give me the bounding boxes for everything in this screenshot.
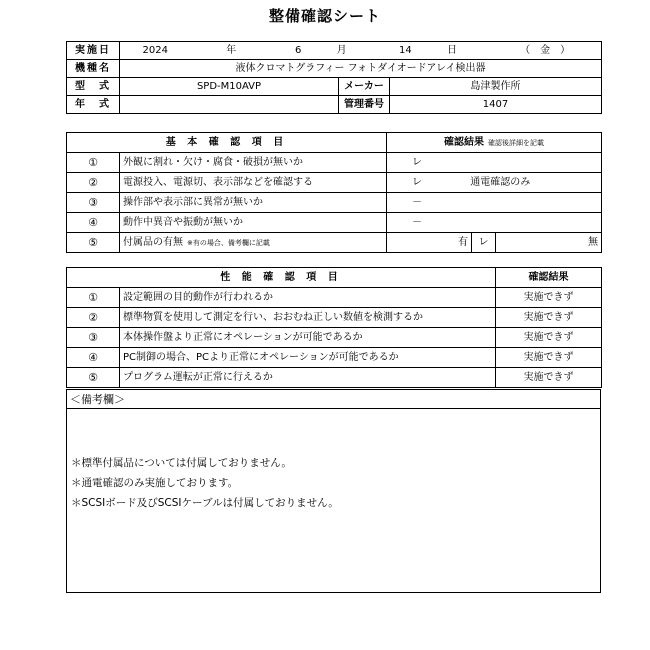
check-mark: － [412,216,423,228]
mgmt-value: 1407 [390,96,602,114]
year-model-row [67,96,602,114]
row-number: ② [67,173,120,193]
check-result [387,173,602,193]
basic-row-accessories [67,233,602,253]
year-model-value [120,96,339,114]
remarks-box [66,389,601,593]
basic-check-table [66,132,602,253]
performance-check-table [66,267,602,388]
remarks-title: ＜備考欄＞ [70,393,125,406]
type-label: 機種名 [67,60,120,78]
performance-header: 性 能 確 認 項 目 [67,268,496,288]
check-item-text [120,233,387,253]
check-item-text: 標準物質を使用して測定を行い、おおむね正しい数値を検測するか [120,308,496,328]
year-value: 2024 [142,44,168,56]
check-item-text: 設定範囲の目的動作が行われるか [120,288,496,308]
model-value: SPD-M10AVP [120,78,339,96]
check-item-text: 本体操作盤より正常にオペレーションが可能であるか [120,328,496,348]
basic-row [67,153,602,173]
model-label: 型 式 [67,78,120,96]
basic-row [67,213,602,233]
maker-value: 島津製作所 [390,78,602,96]
day-unit: 日 [446,44,457,56]
performance-result-header: 確認結果 [496,268,602,288]
row-number: ③ [67,328,120,348]
check-result: 実施できず [496,348,602,368]
check-item-text: 電源投入、電源切、表示部などを確認する [120,173,387,193]
check-mark: レ [412,176,423,188]
check-result [387,193,602,213]
basic-header: 基 本 確 認 項 目 [67,133,387,153]
date-row [67,42,602,60]
remarks-note: ＊標準付属品については付属しておりません。 [71,457,292,469]
performance-header-row [67,268,602,288]
performance-row [67,328,602,348]
basic-result-title: 確認結果 [444,136,485,148]
accessories-note: ※有の場合、備考欄に記載 [187,238,270,247]
day-value: 14 [399,44,412,56]
check-mark: レ [412,156,423,168]
check-item-text: プログラム運転が正常に行えるか [120,368,496,388]
check-mark: － [412,196,423,208]
check-result: 実施できず [496,368,602,388]
basic-result-header [387,133,602,153]
check-result: 実施できず [496,308,602,328]
row-number: ④ [67,348,120,368]
performance-row [67,288,602,308]
check-detail: 通電確認のみ [470,176,531,188]
row-number: ③ [67,193,120,213]
basic-row [67,193,602,213]
basic-row [67,173,602,193]
basic-result-note: 確認後詳細を記載 [488,138,545,147]
row-number: ④ [67,213,120,233]
year-unit: 年 [226,44,237,56]
maker-label: メーカー [339,78,390,96]
row-number: ① [67,288,120,308]
row-number: ⑤ [67,368,120,388]
row-number: ① [67,153,120,173]
performance-row [67,368,602,388]
check-result [387,213,602,233]
row-number: ② [67,308,120,328]
info-table [66,41,602,114]
check-result [387,153,602,173]
month-value: 6 [295,44,302,56]
type-row [67,60,602,78]
weekday-value: （ 金 ） [520,44,571,56]
check-item-text: PC制御の場合、PCより正常にオペレーションが可能であるか [120,348,496,368]
accessories-yes: 有 [387,233,472,253]
month-unit: 月 [336,44,347,56]
performance-row [67,308,602,328]
model-row [67,78,602,96]
performance-row [67,348,602,368]
page-title: 整備確認シート [268,7,381,25]
check-item-text: 動作中異音や振動が無いか [120,213,387,233]
date-label: 実施日 [67,42,120,60]
mgmt-label: 管理番号 [339,96,390,114]
accessories-no: 無 [496,233,602,253]
check-result: 実施できず [496,288,602,308]
check-item-text: 操作部や表示部に異常が無いか [120,193,387,213]
check-item-text: 外観に割れ・欠け・腐食・破損が無いか [120,153,387,173]
row-number: ⑤ [67,233,120,253]
year-model-label: 年 式 [67,96,120,114]
remarks-divider [67,408,600,409]
accessories-text: 付属品の有無 [123,236,183,248]
basic-header-row [67,133,602,153]
check-result: 実施できず [496,328,602,348]
type-value: 液体クロマトグラフィー フォトダイオードアレイ検出器 [120,60,602,78]
remarks-note: ＊SCSIボード及びSCSIケーブルは付属しておりません。 [71,497,339,509]
accessories-mark: レ [472,233,496,253]
date-value [120,42,602,60]
remarks-note: ＊通電確認のみ実施しております。 [71,477,239,489]
